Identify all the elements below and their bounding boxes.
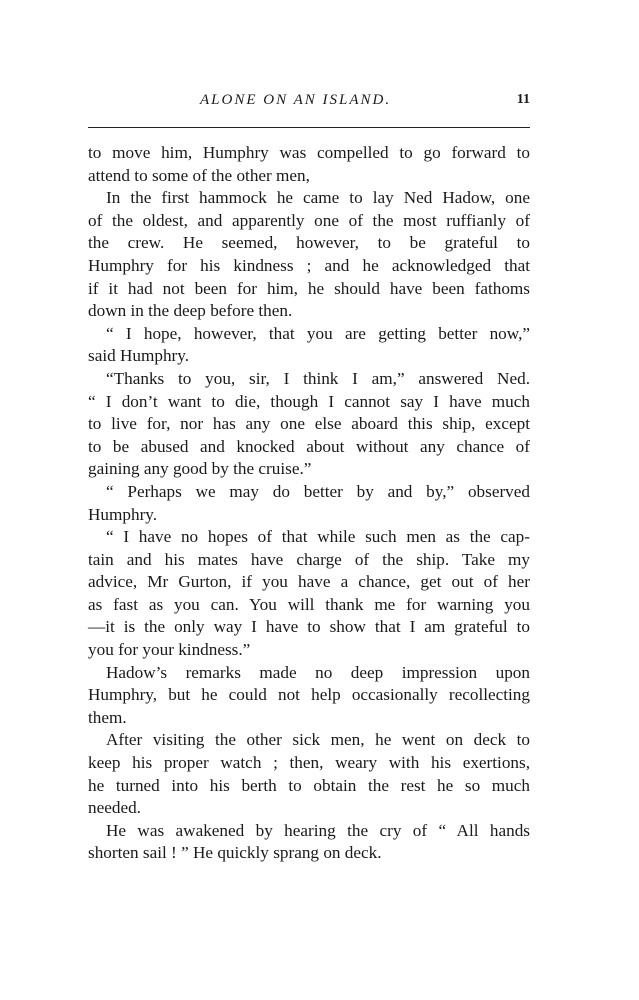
text-line: you for your kindness.” xyxy=(88,640,251,660)
text-line: advice, Mr Gurton, if you have a chance, get out of her xyxy=(88,572,530,592)
text-line: Humphry, but he could not help occasionally recollecting xyxy=(88,685,530,705)
text-line: attend to some of the other men, xyxy=(88,165,310,185)
text-line: Humphry for his kindness ; and he acknowledged that xyxy=(88,255,530,275)
running-title: ALONE ON AN ISLAND. xyxy=(200,92,392,108)
text-line: Humphry. xyxy=(88,504,158,524)
text-line: the crew. He seemed, however, to be grateful to xyxy=(88,233,530,253)
text-line: shorten sail ! ” He quickly sprang on deck. xyxy=(88,843,382,863)
text-line: “ I hope, however, that you are getting better now,” xyxy=(106,323,530,343)
text-line: as fast as you can. You will thank me for warning you xyxy=(88,594,530,614)
text-line: down in the deep before then. xyxy=(88,301,293,321)
page-number: 11 xyxy=(516,92,530,107)
text-line: tain and his mates have charge of the ship. Take my xyxy=(88,549,530,569)
text-line: —it is the only way I have to show that I am grateful to xyxy=(88,617,530,637)
body-text xyxy=(88,142,530,865)
text-line: keep his proper watch ; then, weary with his exertions, xyxy=(88,753,530,773)
text-line: In the first hammock he came to lay Ned Hadow, one xyxy=(106,188,530,208)
text-line: He was awakened by hearing the cry of “ All hands xyxy=(106,820,530,840)
text-line: “Thanks to you, sir, I think I am,” answered Ned. xyxy=(106,368,530,388)
text-line: he turned into his berth to obtain the rest he so much xyxy=(88,775,530,795)
text-line: gaining any good by the cruise.” xyxy=(88,459,312,479)
text-line: them. xyxy=(88,707,127,727)
text-line: to move him, Humphry was compelled to go forward to xyxy=(88,143,530,162)
header-rule xyxy=(88,127,530,128)
text-line: to be abused and knocked about without any chance of xyxy=(88,436,530,456)
text-line: “ I have no hopes of that while such men as the cap- xyxy=(106,527,530,547)
running-head xyxy=(88,92,530,114)
text-line: “ Perhaps we may do better by and by,” observed xyxy=(106,481,530,501)
text-line: of the oldest, and apparently one of the most ruffianly of xyxy=(88,210,530,230)
text-line: needed. xyxy=(88,798,141,818)
text-line: said Humphry. xyxy=(88,346,190,366)
text-line: Hadow’s remarks made no deep impression upon xyxy=(106,662,530,682)
text-line: if it had not been for him, he should have been fathoms xyxy=(88,278,530,298)
text-line: “ I don’t want to die, though I cannot say I have much xyxy=(88,391,530,411)
text-line: to live for, nor has any one else aboard this ship, except xyxy=(88,414,530,434)
text-line: After visiting the other sick men, he went on deck to xyxy=(106,730,530,750)
